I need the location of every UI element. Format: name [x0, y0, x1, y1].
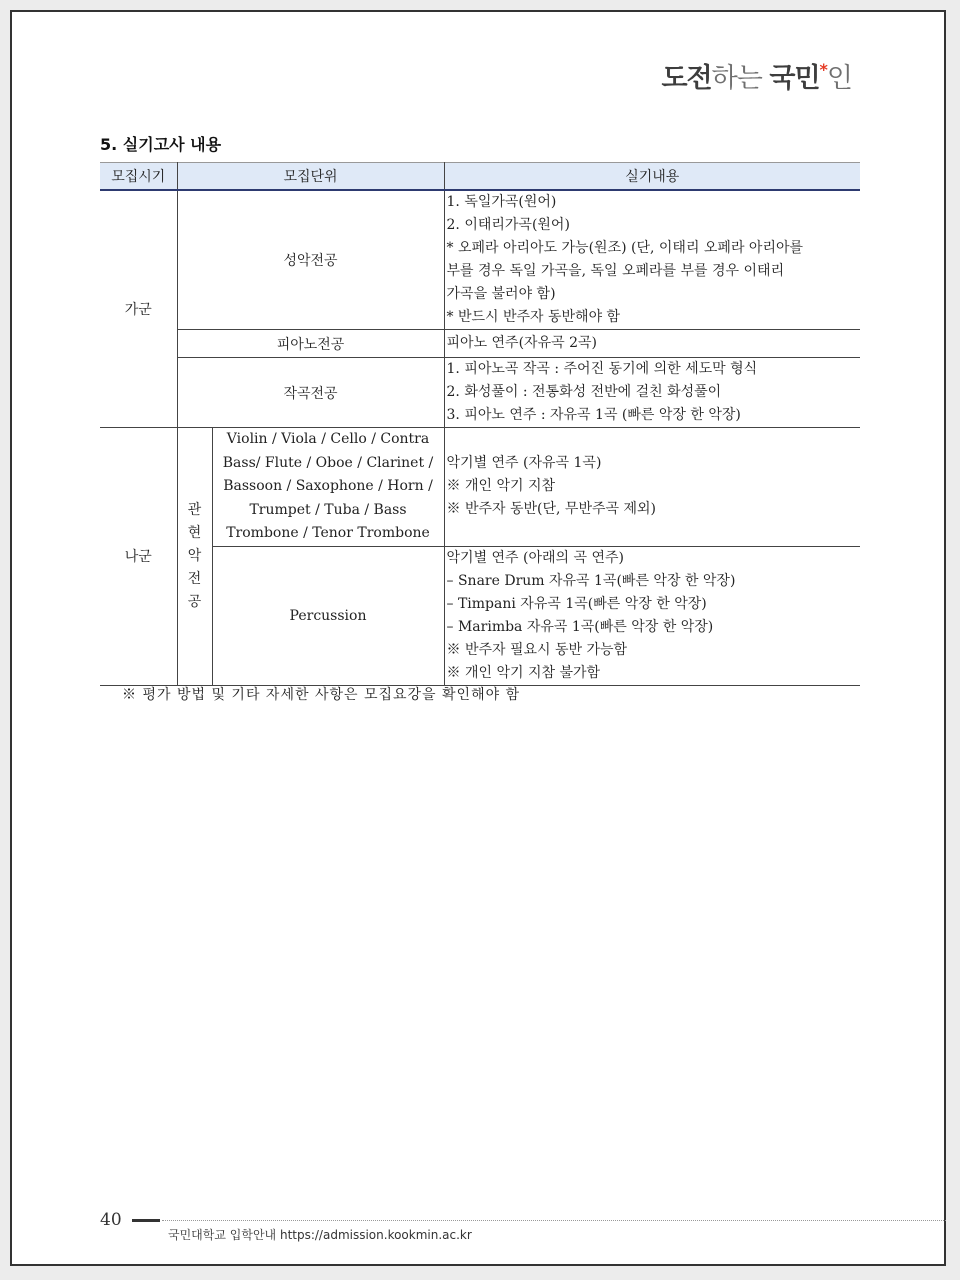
dept-orchestral-label: 관 현 악 전 공: [177, 428, 212, 686]
exam-table: [100, 162, 860, 686]
footnote: ※ 평가 방법 및 기타 자세한 사항은 모집요강을 확인해야 함: [122, 687, 521, 703]
table-row: [100, 428, 860, 547]
table-row: [100, 190, 860, 330]
table-row: [100, 358, 860, 428]
group-na-label: 나군: [100, 428, 177, 686]
content-composition: 1. 피아노곡 작곡 : 주어진 동기에 의한 세도막 형식 2. 화성풀이 : 전통화성 전반에 걸친 화성풀이 3. 피아노 연주 : 자유곡 1곡 (빠른 악장 한 악장): [444, 358, 860, 428]
group-ga-label: 가군: [100, 190, 177, 428]
brand-logo: 도전하는 국민*인: [661, 60, 852, 94]
header-period: 모집시기: [100, 163, 177, 191]
content-piano: 피아노 연주(자유곡 2곡): [444, 330, 860, 358]
table-row: [100, 330, 860, 358]
page-number: 40: [100, 1210, 122, 1230]
footer-rule: [132, 1219, 160, 1222]
header-content: 실기내용: [444, 163, 860, 191]
header-unit: 모집단위: [177, 163, 444, 191]
footer-dotted-line: [162, 1220, 946, 1221]
unit-percussion: Percussion: [212, 546, 444, 685]
content-percussion: 악기별 연주 (아래의 곡 연주) – Snare Drum 자유곡 1곡(빠른 악장 한 악장) – Timpani 자유곡 1곡(빠른 악장 한 악장) – Marimba 자유곡 1곡(빠른 악장 한 악장) ※ 반주자 필요시 동반 가능함 ※ 개인 악기 지참 불가함: [444, 546, 860, 685]
unit-orchestral-instruments: Violin / Viola / Cello / Contra Bass/ Flute / Oboe / Clarinet / Bassoon / Saxophone / Horn / Trumpet / Tuba / Bass Trombone / Tenor Trombone: [212, 428, 444, 547]
table-header-row: [100, 163, 860, 191]
table-row: [100, 546, 860, 685]
content-vocal: 1. 독일가곡(원어) 2. 이태리가곡(원어) * 오페라 아리아도 가능(원조) (단, 이태리 오페라 아리아를 부를 경우 독일 가곡을, 독일 오페라를 부를 경우 이태리 가곡을 불러야 함) * 반드시 반주자 동반해야 함: [444, 190, 860, 330]
unit-vocal: 성악전공: [177, 190, 444, 330]
footer-text: 국민대학교 입학안내 https://admission.kookmin.ac.kr: [168, 1228, 472, 1242]
unit-piano: 피아노전공: [177, 330, 444, 358]
document-page: [10, 10, 946, 1266]
section-title: 5. 실기고사 내용: [100, 135, 222, 154]
unit-composition: 작곡전공: [177, 358, 444, 428]
content-orchestral: 악기별 연주 (자유곡 1곡) ※ 개인 악기 지참 ※ 반주자 동반(단, 무반주곡 제외): [444, 428, 860, 547]
